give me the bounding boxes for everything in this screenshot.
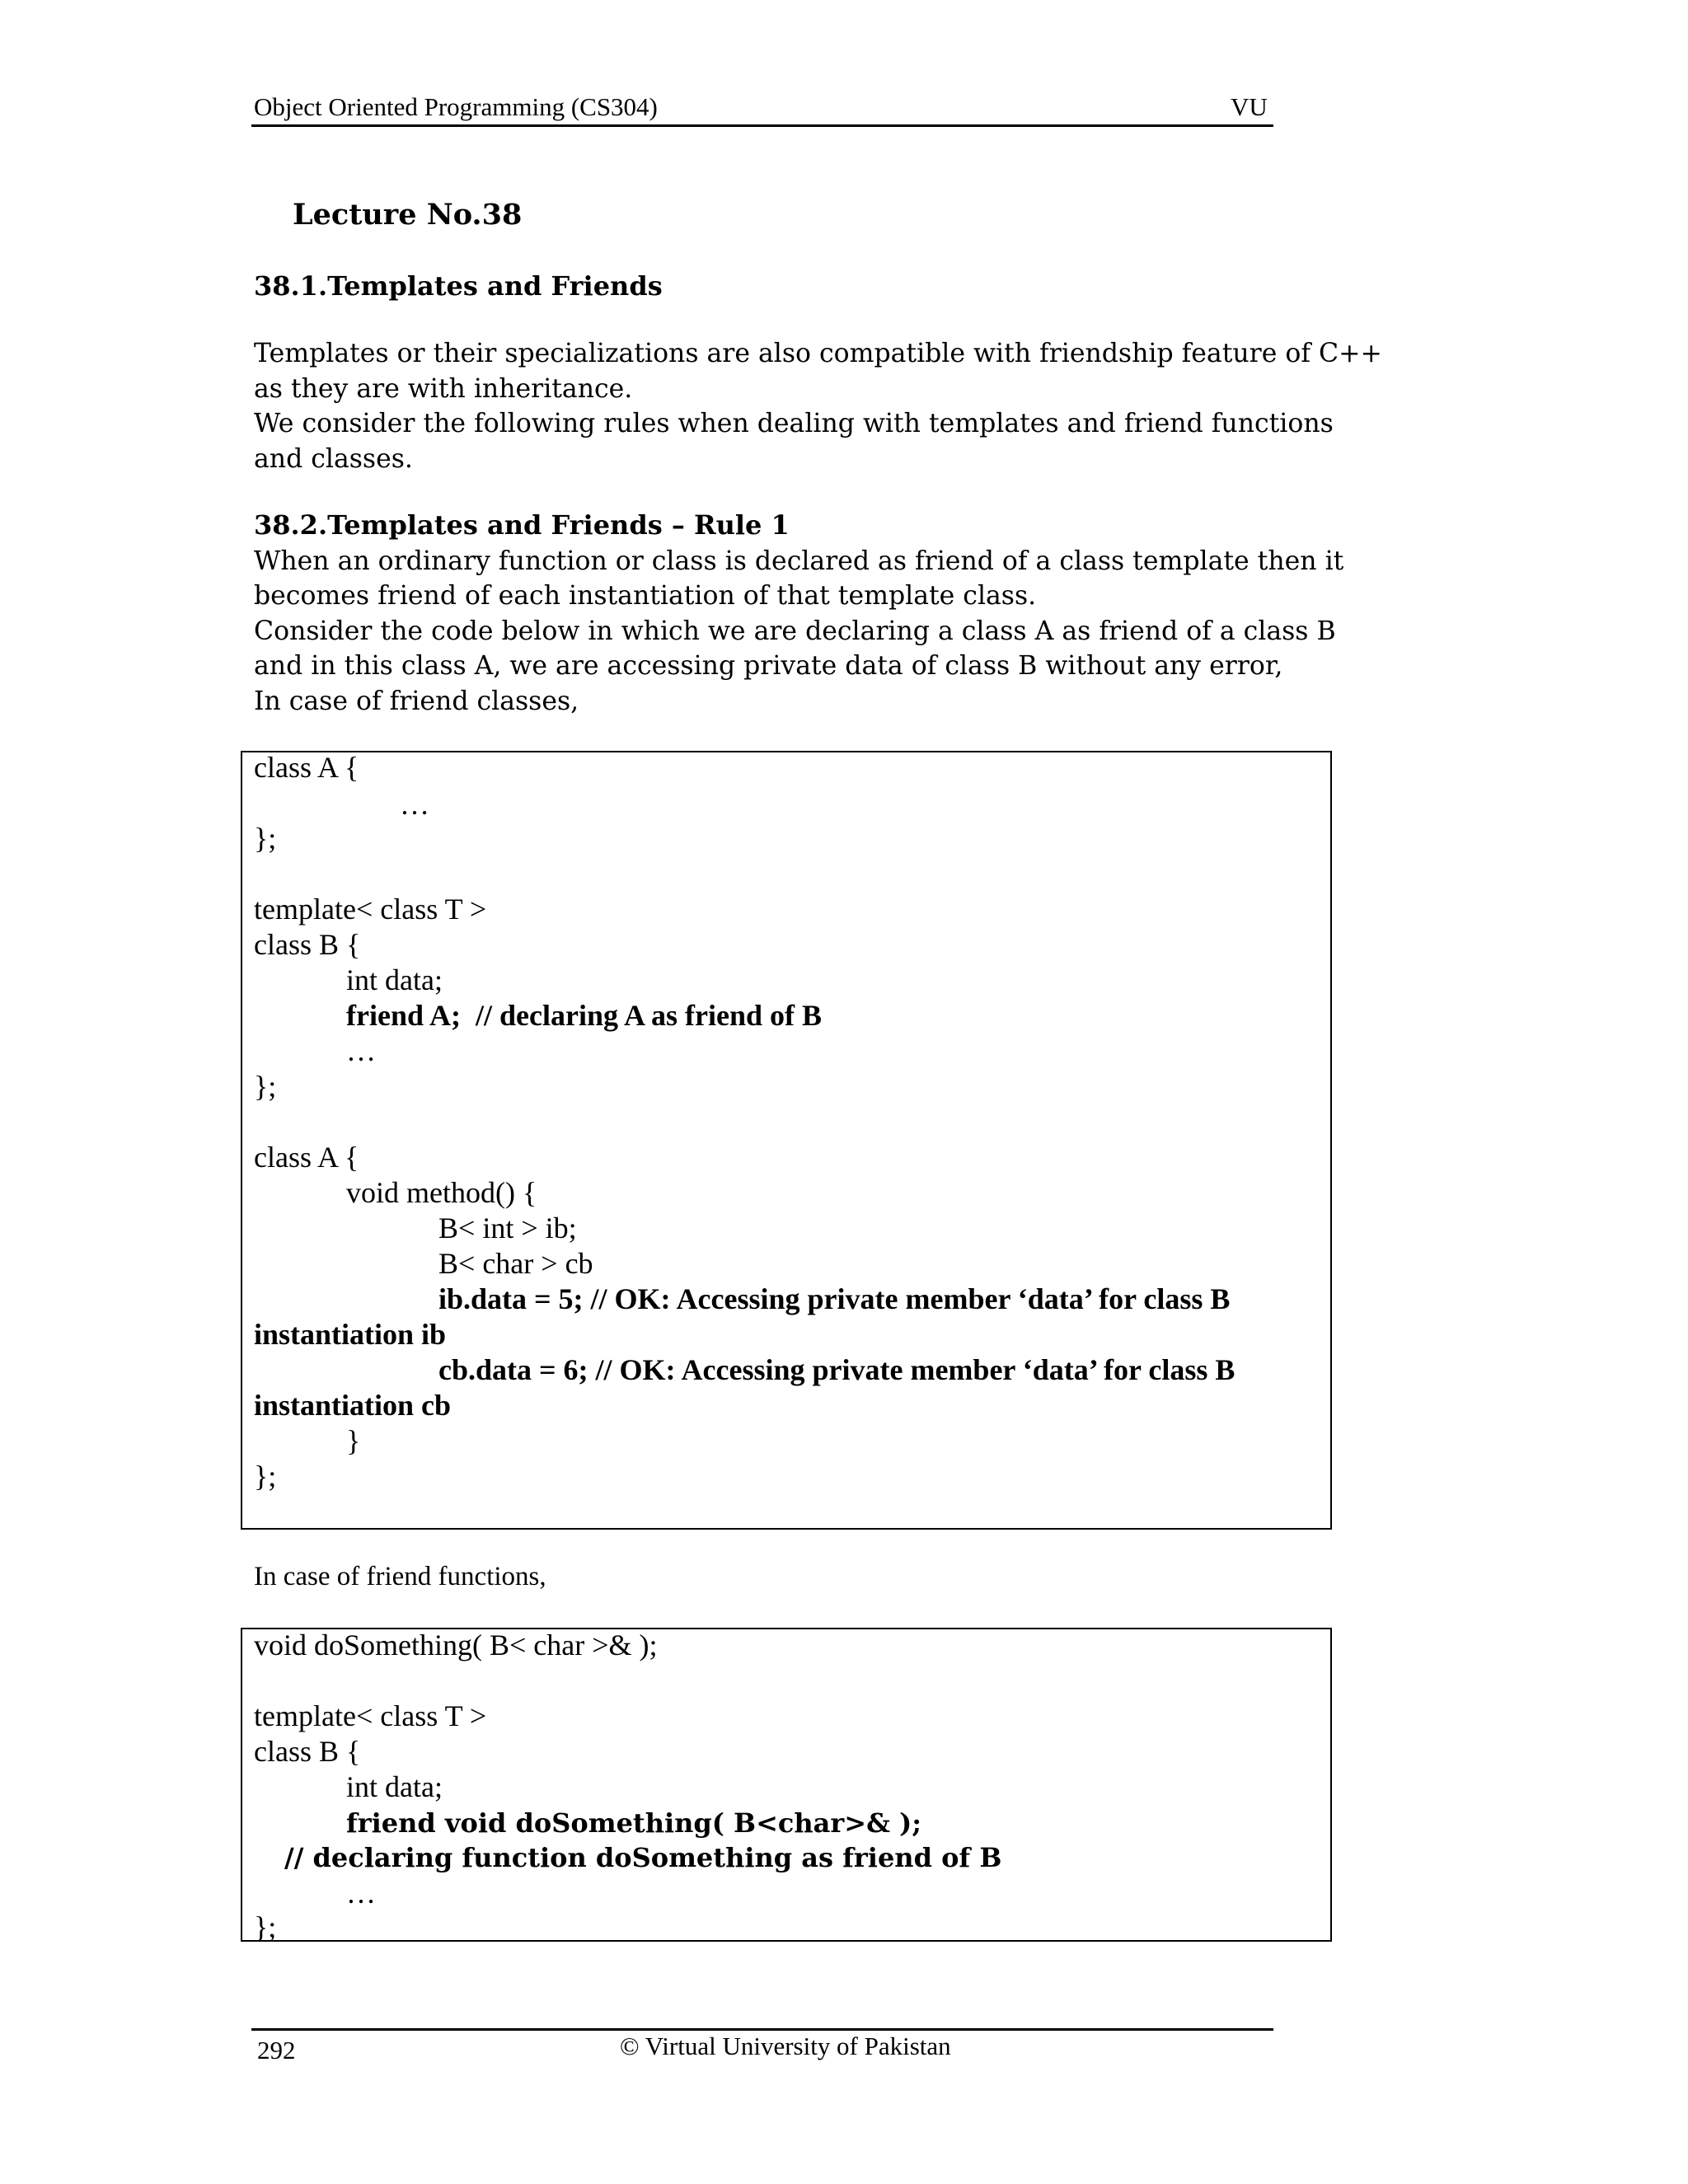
section1-heading: 38.1.Templates and Friends	[254, 270, 663, 302]
code2-line: template< class T >	[254, 1699, 487, 1732]
header-course: Object Oriented Programming (CS304)	[254, 92, 658, 121]
code1-line: cb.data = 6; // OK: Accessing private member ‘data’ for class B	[438, 1353, 1236, 1386]
section2-heading: 38.2.Templates and Friends – Rule 1	[254, 509, 790, 541]
code1-line: class A {	[254, 751, 359, 784]
code2-line: void doSomething( B< char >& );	[254, 1629, 658, 1661]
code2-line: class B {	[254, 1735, 361, 1768]
page-number: 292	[257, 2036, 296, 2064]
friend-functions-intro: In case of friend functions,	[254, 1562, 546, 1591]
code2-line: int data;	[346, 1770, 443, 1803]
section2-line-5: In case of friend classes,	[254, 687, 579, 716]
section2-line-2: becomes friend of each instantiation of that template class.	[254, 581, 1037, 611]
code2-line: …	[346, 1877, 376, 1910]
code1-line: };	[254, 1460, 277, 1493]
footer-copyright: © Virtual University of Pakistan	[620, 2032, 951, 2060]
section1-line-2: as they are with inheritance.	[254, 374, 633, 404]
section2-line-4: and in this class A, we are accessing private data of class B without any error,	[254, 651, 1283, 681]
code1-line: int data;	[346, 963, 443, 996]
code2-line: friend void doSomething( B<char>& );	[346, 1807, 922, 1839]
code1-line: class A {	[254, 1141, 359, 1174]
code1-line: B< int > ib;	[438, 1212, 577, 1244]
code1-line: class B {	[254, 928, 361, 961]
header-rule	[251, 124, 1273, 127]
section2-line-1: When an ordinary function or class is declared as friend of a class template then it	[254, 546, 1344, 576]
code1-line: …	[346, 1034, 376, 1067]
code2-line: // declaring function doSomething as friend of B	[284, 1842, 1002, 1873]
code1-line: void method() {	[346, 1176, 537, 1209]
section1-line-1: Templates or their specializations are also compatible with friendship feature of C++	[254, 339, 1382, 368]
code1-line: ib.data = 5; // OK: Accessing private member ‘data’ for class B	[438, 1282, 1231, 1315]
code1-line: …	[400, 788, 429, 821]
code1-line: }	[346, 1424, 361, 1457]
code2-line: };	[254, 1910, 277, 1943]
code1-line: instantiation cb	[254, 1389, 452, 1422]
code1-line: B< char > cb	[438, 1247, 593, 1280]
footer-rule	[251, 2028, 1273, 2031]
code1-line: template< class T >	[254, 893, 487, 926]
code1-line: instantiation ib	[254, 1318, 447, 1351]
code1-line: };	[254, 1070, 277, 1103]
section2-line-3: Consider the code below in which we are declaring a class A as friend of a class B	[254, 616, 1336, 646]
code1-line: friend A; // declaring A as friend of B	[346, 999, 823, 1032]
section1-line-3: We consider the following rules when dealing with templates and friend functions	[254, 409, 1334, 438]
header-institution: VU	[1231, 92, 1268, 121]
section1-line-4: and classes.	[254, 444, 413, 474]
code1-line: };	[254, 822, 277, 855]
lecture-title: Lecture No.38	[293, 198, 523, 232]
